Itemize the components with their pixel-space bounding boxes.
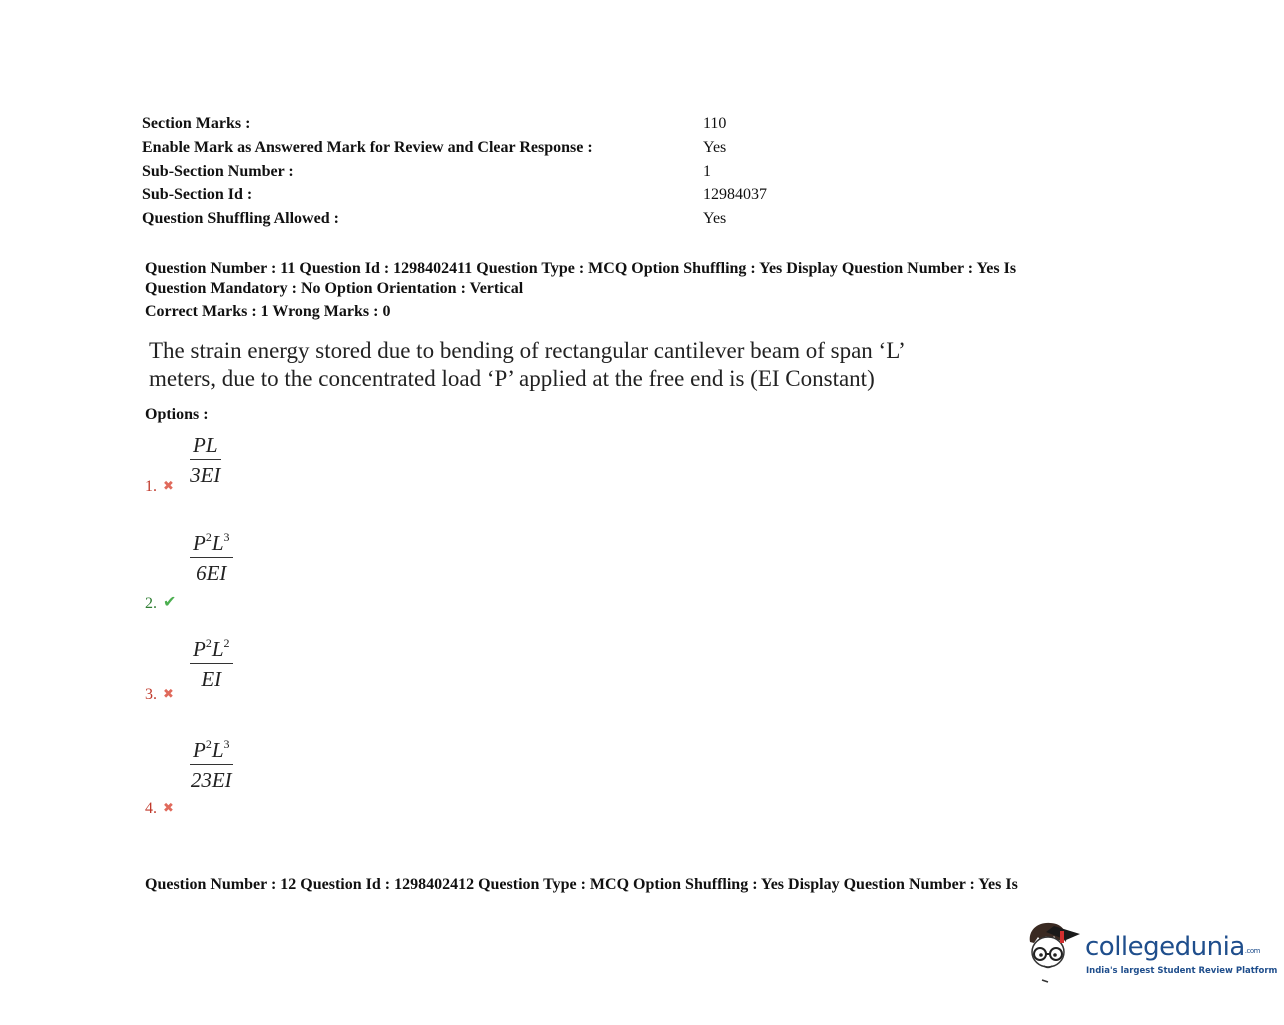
option-2-formula [190,530,233,586]
meta-row-shuffling [142,207,842,231]
formula-numerator [190,432,221,460]
meta-value: 12984037 [703,186,767,204]
numerator-exponent: 2 [223,636,230,650]
meta-label: Sub-Section Number : [142,162,294,180]
numerator-exponent: 3 [223,530,230,544]
numerator-base: P [193,531,206,555]
question-11-header-cont: Question Mandatory : No Option Orientation : Vertical [145,280,524,297]
numerator-base: L [211,637,224,661]
numerator-base: L [211,531,224,555]
mascot-icon [1024,918,1084,984]
cross-icon: ✖ [163,686,174,701]
logo-brand-name: collegedunia [1085,932,1245,962]
section-meta-table [142,112,842,231]
meta-value: Yes [703,138,727,156]
formula-denominator: 6EI [196,561,227,585]
numerator-base: PL [193,433,218,457]
numerator-exponent: 2 [205,636,212,650]
numerator-exponent: 2 [205,530,212,544]
cross-icon: ✖ [163,478,174,493]
meta-label: Sub-Section Id : [142,186,253,204]
option-2-number [145,592,176,613]
logo-brand-suffix: .com [1244,947,1260,955]
check-icon: ✔ [163,594,177,611]
formula-numerator [190,737,233,765]
meta-row-subsection-number [142,160,842,184]
numerator-exponent: 2 [205,737,212,751]
numerator-base: P [193,738,206,762]
question-12-header: Question Number : 12 Question Id : 1298402412 Question Type : MCQ Option Shuffling : Yes Display Question Number : Yes Is [145,876,1018,893]
option-number-label: 4. [145,800,157,817]
numerator-base: L [211,738,224,762]
numerator-exponent: 3 [223,737,230,751]
meta-value: Yes [703,210,727,228]
option-number-label: 1. [145,478,157,495]
option-number-label: 2. [145,595,157,612]
option-4-formula [190,737,233,793]
meta-label: Question Shuffling Allowed : [142,210,339,228]
formula-numerator [190,636,233,664]
formula-denominator: EI [201,667,222,691]
meta-value: 1 [703,162,711,180]
option-3-formula [190,636,233,692]
logo-tagline: India's largest Student Review Platform [1086,966,1278,976]
option-number-label: 3. [145,686,157,703]
formula-numerator [190,530,233,558]
question-text-line: The strain energy stored due to bending of rectangular cantilever beam of span ‘L’ [149,338,906,363]
option-3-number [145,686,174,704]
cross-icon: ✖ [163,800,174,815]
collegedunia-logo [1024,918,1278,988]
option-1-formula [190,432,221,488]
formula-denominator: 23EI [190,768,232,792]
meta-label: Enable Mark as Answered Mark for Review and Clear Response : [142,138,593,156]
meta-value: 110 [703,115,727,132]
option-4-number [145,800,174,818]
meta-row-section-marks [142,112,842,136]
numerator-base: P [193,637,206,661]
meta-row-enable-mark [142,136,842,160]
options-label: Options : [145,406,209,423]
question-11-header: Question Number : 11 Question Id : 1298402411 Question Type : MCQ Option Shuffling : Yes Display Question Number : Yes Is [145,260,1017,277]
formula-denominator: 3EI [190,463,221,487]
option-1-number [145,478,174,496]
meta-label: Section Marks : [142,115,251,132]
logo-brand [1085,932,1260,962]
question-11-marks: Correct Marks : 1 Wrong Marks : 0 [145,303,391,320]
question-11-text [149,337,969,393]
question-text-line: meters, due to the concentrated load ‘P’ applied at the free end is (EI Constant) [149,366,875,391]
meta-row-subsection-id [142,183,842,207]
